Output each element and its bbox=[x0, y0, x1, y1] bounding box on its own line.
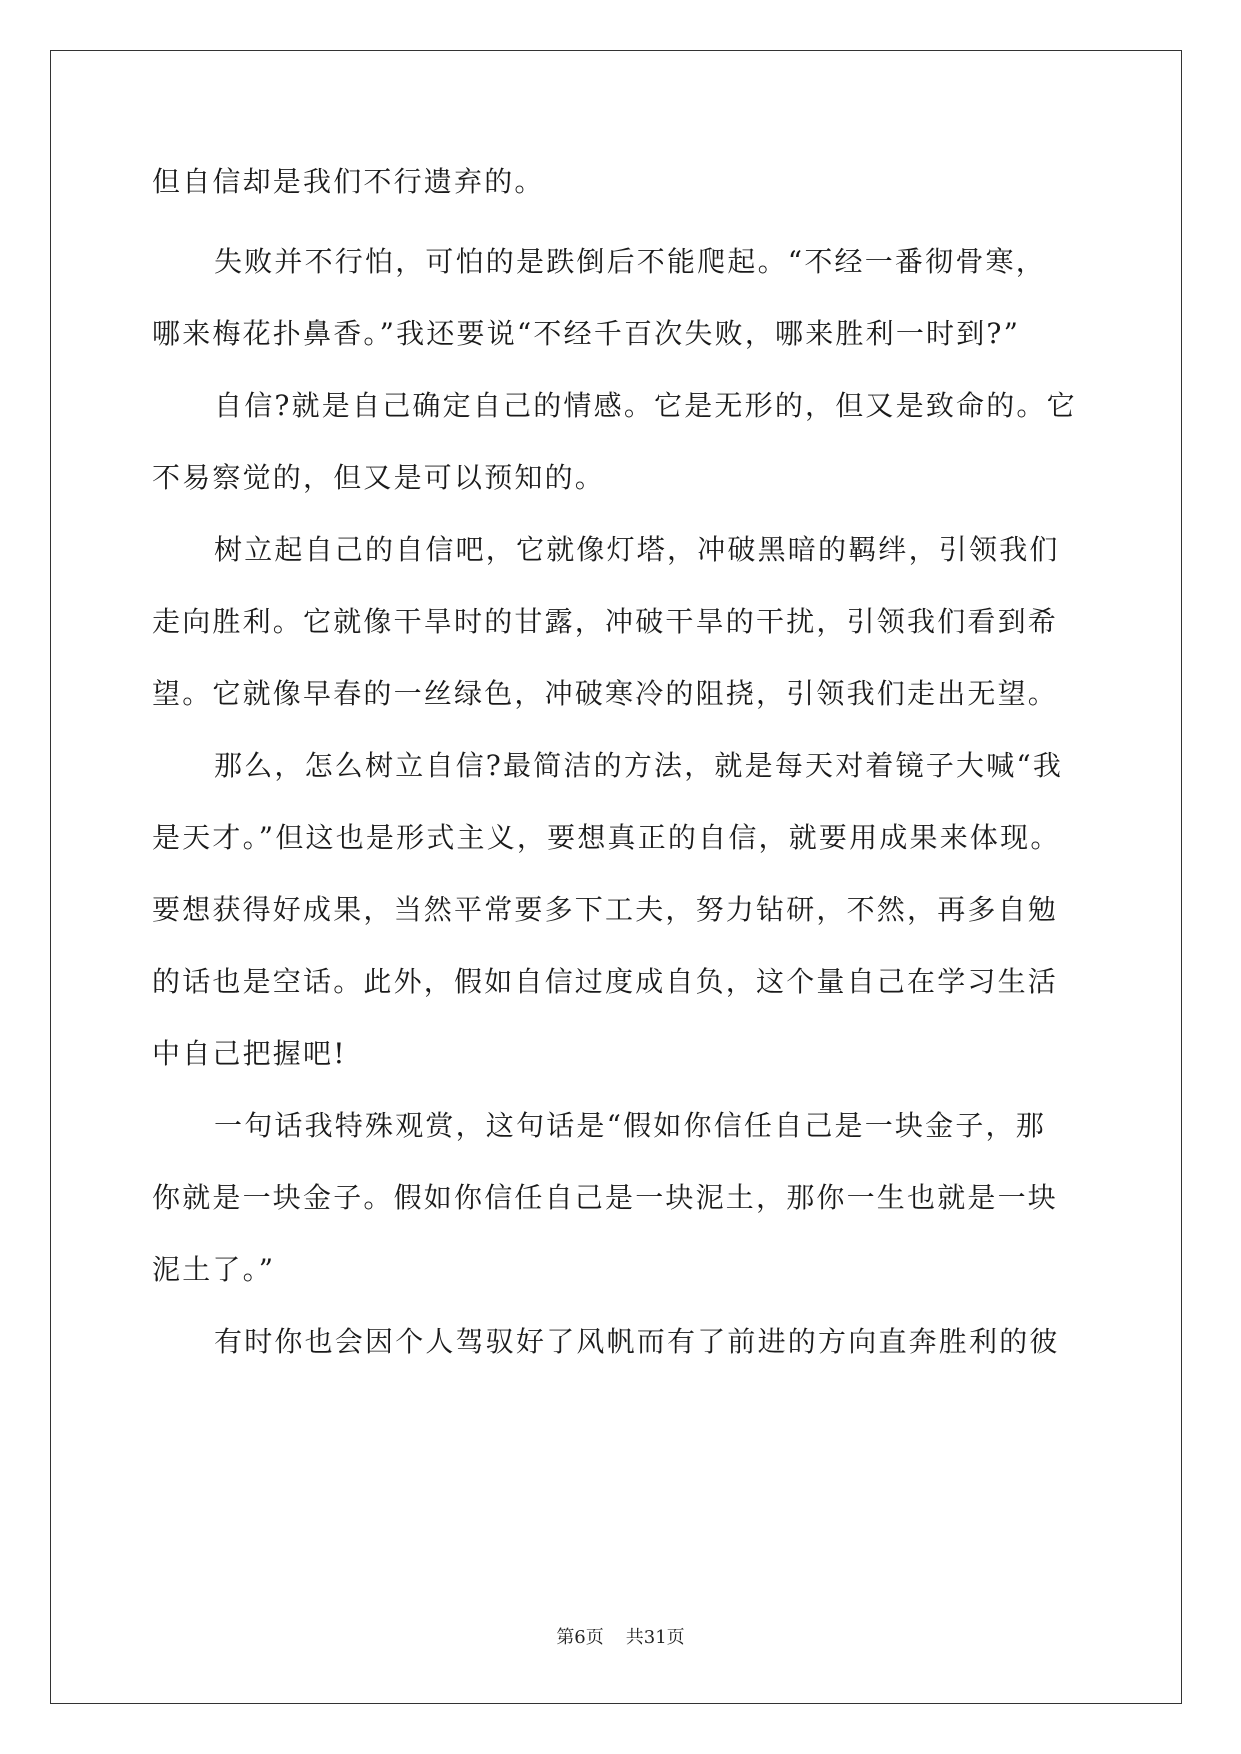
text-line: 要想获得好成果，当然平常要多下工夫，努力钻研，不然，再多自勉 bbox=[152, 893, 1059, 926]
text-line: 望。它就像早春的一丝绿色，冲破寒冷的阻挠，引领我们走出无望。 bbox=[152, 677, 1059, 710]
text-line: 的话也是空话。此外，假如自信过度成自负，这个量自己在学习生活 bbox=[152, 965, 1059, 998]
paragraph-start-line: 自信?就是自己确定自己的情感。它是无形的，但又是致命的。它 bbox=[214, 389, 1077, 422]
paragraph-start-line: 树立起自己的自信吧，它就像灯塔，冲破黑暗的羁绊，引领我们 bbox=[214, 533, 1060, 566]
paragraph-start-line: 有时你也会因个人驾驭好了风帆而有了前进的方向直奔胜利的彼 bbox=[214, 1325, 1060, 1358]
text-line: 不易察觉的，但又是可以预知的。 bbox=[152, 461, 606, 494]
paragraph-start-line: 那么，怎么树立自信?最简洁的方法，就是每天对着镜子大喊“我 bbox=[214, 749, 1064, 782]
page-footer bbox=[0, 1626, 1241, 1650]
total-pages: 共31页 bbox=[625, 1627, 685, 1648]
text-line: 你就是一块金子。假如你信任自己是一块泥土，那你一生也就是一块 bbox=[152, 1181, 1059, 1214]
text-line: 泥土了。” bbox=[152, 1253, 276, 1286]
page-number: 第6页 bbox=[556, 1627, 604, 1648]
text-line: 是天才。”但这也是形式主义，要想真正的自信，就要用成果来体现。 bbox=[152, 821, 1061, 854]
text-line: 走向胜利。它就像干旱时的甘露，冲破干旱的干扰，引领我们看到希 bbox=[152, 605, 1059, 638]
text-line: 中自己把握吧! bbox=[152, 1037, 347, 1070]
text-line: 哪来梅花扑鼻香。”我还要说“不经千百次失败，哪来胜利一时到?” bbox=[152, 317, 1021, 350]
paragraph-start-line: 失败并不行怕，可怕的是跌倒后不能爬起。“不经一番彻骨寒， bbox=[214, 245, 1046, 278]
paragraph-start-line: 一句话我特殊观赏，这句话是“假如你信任自己是一块金子，那 bbox=[214, 1109, 1046, 1142]
page-border bbox=[50, 50, 1182, 1704]
text-line: 但自信却是我们不行遗弃的。 bbox=[152, 165, 545, 198]
